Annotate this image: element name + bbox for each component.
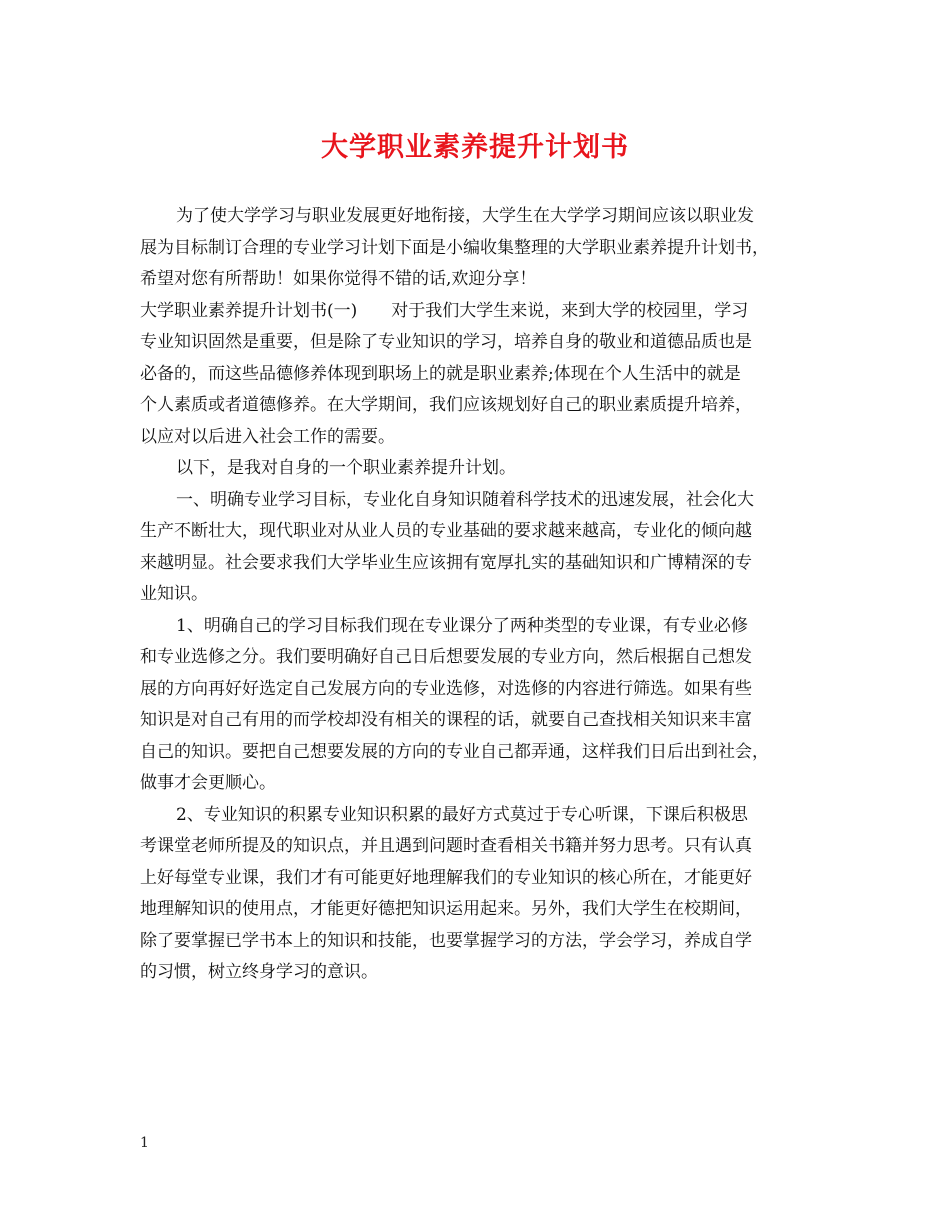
text-line: 自己的知识。要把自己想要发展的方向的专业自己都弄通，这样我们日后出到社会， bbox=[140, 741, 769, 762]
text-line: 地理解知识的使用点，才能更好德把知识运用起来。另外，我们大学生在校期间， bbox=[140, 899, 752, 919]
text-line: 2、专业知识的积累专业知识积累的最好方式莫过于专心听课，下课后积极思 bbox=[176, 804, 748, 825]
text-line: 考课堂老师所提及的知识点，并且遇到问题时查看相关书籍并努力思考。只有认真 bbox=[140, 836, 752, 856]
text-line: 希望对您有所帮助！如果你觉得不错的话,欢迎分享！ bbox=[140, 269, 537, 289]
text-line: 业知识。 bbox=[140, 584, 208, 604]
document-body bbox=[140, 201, 830, 989]
text-line: 个人素质或者道德修养。在大学期间，我们应该规划好自己的职业素质提升培养， bbox=[140, 395, 752, 415]
text-line: 生产不断壮大，现代职业对从业人员的专业基础的要求越来越高，专业化的倾向越 bbox=[140, 521, 752, 541]
section-heading-line: 大学职业素养提升计划书(一) 对于我们大学生来说，来到大学的校园里，学习 bbox=[140, 300, 749, 321]
text-line: 的习惯，树立终身学习的意识。 bbox=[140, 962, 378, 982]
text-line: 以下，是我对自身的一个职业素养提升计划。 bbox=[176, 458, 516, 478]
text-line: 知识是对自己有用的而学校却没有相关的课程的话，就要自己查找相关知识来丰富 bbox=[140, 710, 752, 730]
text-line: 一、明确专业学习目标，专业化自身知识随着科学技术的迅速发展，社会化大 bbox=[176, 489, 754, 510]
text-line: 来越明显。社会要求我们大学毕业生应该拥有宽厚扎实的基础知识和广博精深的专 bbox=[140, 552, 752, 573]
text-line: 和专业选修之分。我们要明确好自己日后想要发展的专业方向，然后根据自己想发 bbox=[140, 647, 752, 667]
text-line: 展的方向再好好选定自己发展方向的专业选修，对选修的内容进行筛选。如果有些 bbox=[140, 678, 752, 699]
text-line: 为了使大学学习与职业发展更好地衔接，大学生在大学学习期间应该以职业发 bbox=[176, 206, 754, 226]
text-line: 上好每堂专业课，我们才有可能更好地理解我们的专业知识的核心所在，才能更好 bbox=[140, 867, 752, 888]
text-line: 必备的，而这些品德修养体现到职场上的就是职业素养;体现在个人生活中的就是 bbox=[140, 363, 741, 384]
text-line: 做事才会更顺心。 bbox=[140, 773, 276, 793]
text-line: 以应对以后进入社会工作的需要。 bbox=[140, 426, 395, 447]
page-number: 1 bbox=[140, 1135, 149, 1151]
text-line: 1、明确自己的学习目标我们现在专业课分了两种类型的专业课，有专业必修 bbox=[176, 615, 748, 636]
page-title: 大学职业素养提升计划书 bbox=[321, 132, 629, 163]
text-line: 专业知识固然是重要，但是除了专业知识的学习，培养自身的敬业和道德品质也是 bbox=[140, 332, 752, 352]
text-line: 除了要掌握已学书本上的知识和技能，也要掌握学习的方法，学会学习，养成自学 bbox=[140, 930, 752, 951]
text-line: 展为目标制订合理的专业学习计划下面是小编收集整理的大学职业素养提升计划书， bbox=[140, 237, 769, 258]
